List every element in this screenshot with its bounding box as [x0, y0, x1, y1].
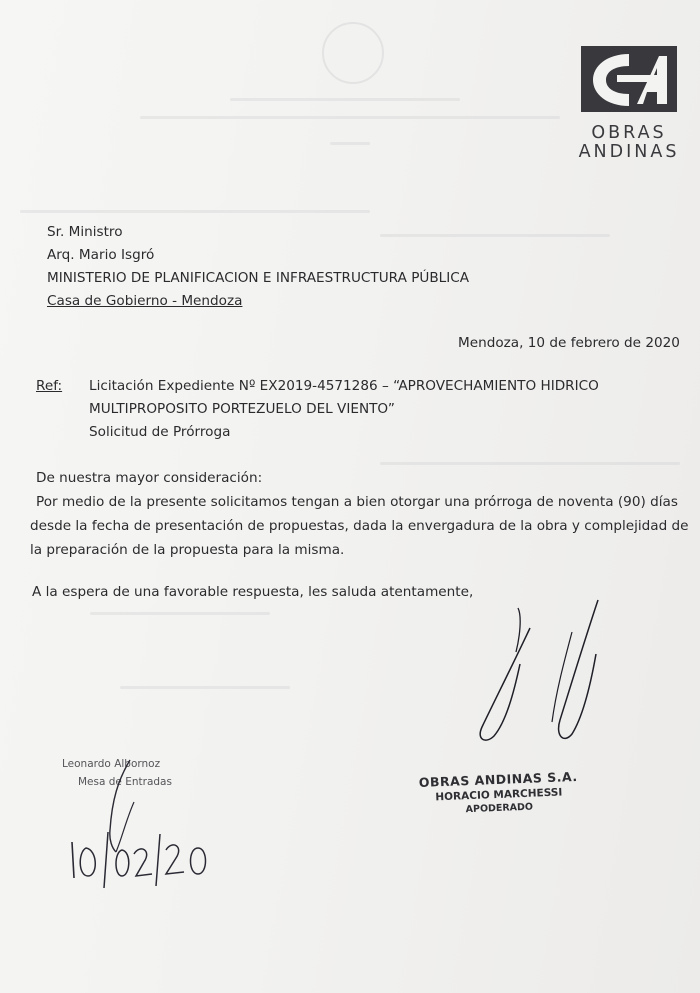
bleed-through-line — [140, 116, 560, 119]
closing-line: A la espera de una favorable respuesta, les saluda atentamente, — [32, 584, 474, 600]
company-logo — [574, 44, 684, 162]
bleed-through-line — [120, 686, 290, 689]
obras-andinas-logo-icon — [577, 44, 681, 116]
letter-date: Mendoza, 10 de febrero de 2020 — [458, 335, 680, 351]
recipient-ministry: MINISTERIO DE PLANIFICACION E INFRAESTRUCTURA PÚBLICA — [47, 270, 470, 286]
bleed-through-line — [90, 612, 270, 615]
bleed-through-line — [380, 234, 610, 237]
body-line: la preparación de la propuesta para la misma. — [30, 542, 345, 558]
reference-line3: Solicitud de Prórroga — [89, 424, 231, 440]
reference-label: Ref: — [36, 378, 63, 394]
reference-line1: Licitación Expediente Nº EX2019-4571286 – “APROVECHAMIENTO HIDRICO — [89, 378, 599, 394]
recipient-name: Arq. Mario Isgró — [47, 247, 155, 263]
reception-initials-scribble — [60, 740, 230, 890]
bleed-through-line — [380, 462, 680, 465]
signature-name: HORACIO MARCHESSI — [435, 786, 563, 804]
body-line: Por medio de la presente solicitamos tengan a bien otorgar una prórroga de noventa (90) días — [36, 494, 678, 510]
signature-stamp — [418, 769, 579, 817]
signature-role: APODERADO — [465, 801, 534, 816]
logo-text-line2: ANDINAS — [578, 142, 680, 162]
reception-stamp-name: Leonardo Albornoz — [62, 758, 161, 770]
reception-stamp-role: Mesa de Entradas — [78, 776, 172, 788]
recipient-address: Casa de Gobierno - Mendoza — [47, 293, 243, 309]
signature-company: OBRAS ANDINAS S.A. — [418, 768, 578, 790]
reference-line2: MULTIPROPOSITO PORTEZUELO DEL VIENTO” — [89, 401, 395, 417]
bleed-through-line — [330, 142, 370, 145]
bleed-through-seal — [322, 22, 384, 84]
bleed-through-line — [230, 98, 460, 101]
bleed-through-line — [20, 210, 370, 213]
recipient-title: Sr. Ministro — [47, 224, 123, 240]
handwritten-signature — [460, 592, 620, 762]
salutation: De nuestra mayor consideración: — [36, 470, 263, 486]
body-line: desde la fecha de presentación de propuestas, dada la envergadura de la obra y complejidad de — [30, 518, 689, 534]
logo-text-line1: OBRAS — [591, 123, 667, 143]
